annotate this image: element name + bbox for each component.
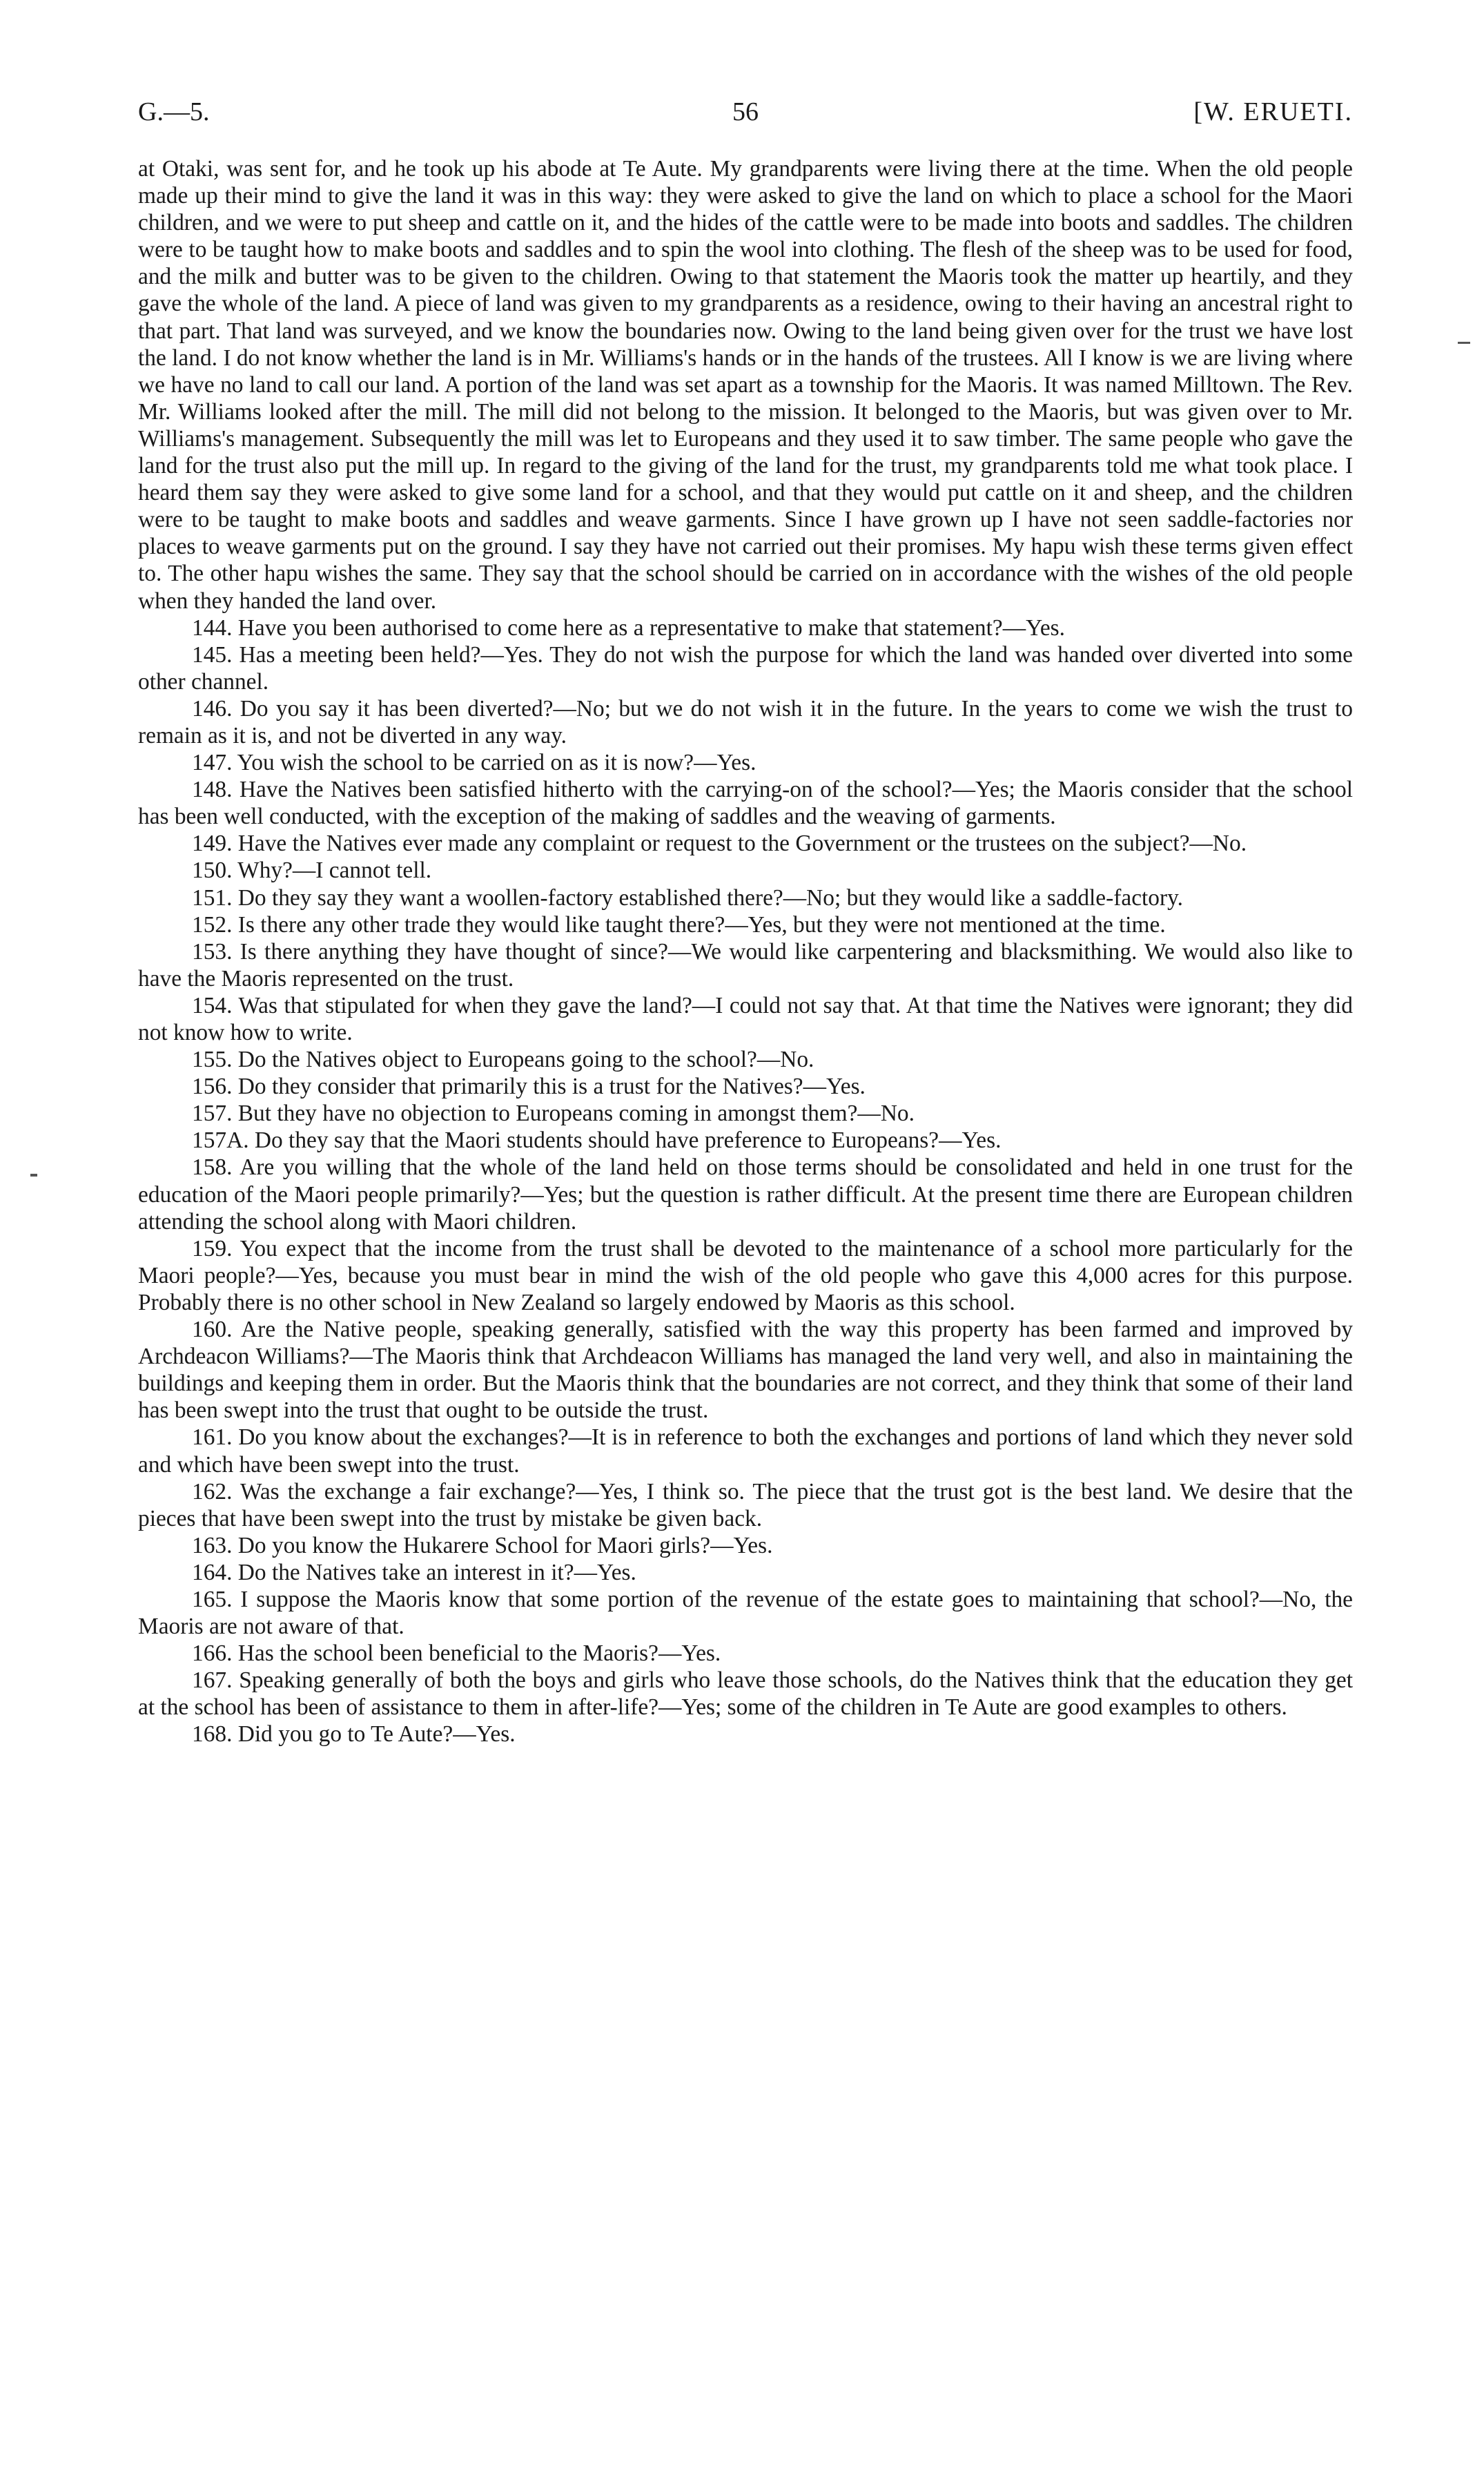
question-161: 161. Do you know about the exchanges?—It is in reference to both the exchanges and portions of land which they never sold and which have been swept into the trust.	[138, 1424, 1353, 1478]
question-162: 162. Was the exchange a fair exchange?—Yes, I think so. The piece that the trust got is the best land. We desire that the pieces that have been swept into the trust by mistake be given back.	[138, 1478, 1353, 1531]
question-164: 164. Do the Natives take an interest in it?—Yes.	[192, 1559, 636, 1585]
question-157: 157. But they have no objection to Europeans coming in amongst them?—No.	[192, 1101, 915, 1127]
page-number: 56	[732, 97, 759, 126]
question-165: 165. I suppose the Maoris know that some portion of the revenue of the estate goes to maintaining that school?—No, the Maoris are not aware of that.	[138, 1586, 1353, 1640]
testimony-body	[138, 155, 1353, 1748]
question-160: 160. Are the Native people, speaking generally, satisfied with the way this property has been farmed and improved by Archdeacon Williams?—The Maoris think that Archdeacon Williams has managed the land very well, and also in maintaining the buildings and keeping them in order. But the Maoris think that the boundaries are not correct, and they think that some of their land has been swept into the trust that ought to be outside the trust.	[138, 1317, 1353, 1424]
question-151: 151. Do they say they want a woollen-factory established there?—No; but they would like a saddle-factory.	[192, 884, 1183, 911]
question-154: 154. Was that stipulated for when they gave the land?—I could not say that. At that time the Natives were ignorant; they did not know how to write.	[138, 992, 1353, 1045]
question-163: 163. Do you know the Hukarere School for Maori girls?—Yes.	[192, 1532, 773, 1558]
question-158: 158. Are you willing that the whole of the land held on those terms should be consolidated and held in one trust for the education of the Maori people primarily?—Yes; but the question is rather difficult. At the present time there are European children attending the school along with Maori children.	[138, 1154, 1353, 1235]
question-168: 168. Did you go to Te Aute?—Yes.	[192, 1721, 516, 1748]
question-152: 152. Is there any other trade they would like taught there?—Yes, but they were not mentioned at the time.	[192, 911, 1166, 938]
question-149: 149. Have the Natives ever made any complaint or request to the Government or the trustees on the subject?—No.	[192, 831, 1247, 857]
question-150: 150. Why?—I cannot tell.	[192, 858, 432, 884]
question-145: 145. Has a meeting been held?—Yes. They do not wish the purpose for which the land was handed over diverted into some other channel.	[138, 641, 1353, 695]
question-157a: 157A. Do they say that the Maori students should have preference to Europeans?—Yes.	[192, 1128, 1002, 1154]
running-header	[138, 97, 1353, 138]
opening-paragraph: at Otaki, was sent for, and he took up his abode at Te Aute. My grandparents were living there at the time. When the old people made up their mind to give the land it was in this way: they were asked to give the land on which to place a school for the Maori children, and we were to put sheep and cattle on it, and the hides of the cattle were to be made into boots and saddles. The children were to be taught how to make boots and saddles and to spin the wool into clothing. The flesh of the sheep was to be used for food, and the milk and butter was to be given to the children. Owing to that statement the Maoris took the matter up heartily, and they gave the whole of the land. A piece of land was given to my grandparents as a residence, owing to their having an ancestral right to that part. That land was surveyed, and we know the boundaries now. Owing to the land being given over for the trust we have lost the land. I do not know whether the land is in Mr. Williams's hands or in the hands of the trustees. All I know is we are living where we have no land to call our land. A portion of the land was set apart as a township for the Maoris. It was named Milltown. The Rev. Mr. Williams looked after the mill. The mill did not belong to the mission. It belonged to the Maoris, but was given over to Mr. Williams's management. Subsequently the mill was let to Europeans and they used it to saw timber. The same people who gave the land for the trust also put the mill up. In regard to the giving of the land for the trust, my grandparents told me what took place. I heard them say they were asked to give some land for a school, and that they would put cattle on it and sheep, and the children were to be taught to make boots and saddles and weave garments. Since I have grown up I have not seen saddle-factories nor places to weave garments put on the ground. I say they have not carried out their promises. My hapu wish these terms given effect to. The other hapu wishes the same. They say that the school should be carried on in accordance with the wishes of the old people when they handed the land over.	[138, 156, 1353, 614]
question-159: 159. You expect that the income from the trust shall be devoted to the maintenance of a school more particularly for the Maori people?—Yes, because you must bear in mind the wish of the old people who gave this 4,000 acres for this purpose. Probably there is no other school in New Zealand so largely endowed by Maoris as this school.	[138, 1235, 1353, 1315]
question-146: 146. Do you say it has been diverted?—No; but we do not wish it in the future. In the years to come we wish the trust to remain as it is, and not be diverted in any way.	[138, 695, 1353, 748]
question-148: 148. Have the Natives been satisfied hitherto with the carrying-on of the school?—Yes; the Maoris consider that the school has been well conducted, with the exception of the making of saddles and the weaving of garments.	[138, 777, 1353, 830]
question-153: 153. Is there anything they have thought of since?—We would like carpentering and blacksmithing. We would also like to have the Maoris represented on the trust.	[138, 938, 1353, 991]
scan-mark	[30, 1174, 37, 1177]
question-166: 166. Has the school been beneficial to the Maoris?—Yes.	[192, 1641, 721, 1667]
question-144: 144. Have you been authorised to come here as a representative to make that statement?—Yes.	[192, 615, 1066, 641]
scan-mark	[1458, 342, 1470, 344]
document-reference: G.—5.	[138, 97, 210, 126]
question-167: 167. Speaking generally of both the boys and girls who leave those schools, do the Natives think that the education they get at the school has been of assistance to them in after-life?—Yes; some of the children in Te Aute are good examples to others.	[138, 1667, 1353, 1721]
witness-name: [W. ERUETI.	[1193, 97, 1353, 126]
question-156: 156. Do they consider that primarily this is a trust for the Natives?—Yes.	[192, 1074, 866, 1100]
question-147: 147. You wish the school to be carried on as it is now?—Yes.	[192, 750, 756, 776]
question-155: 155. Do the Natives object to Europeans going to the school?—No.	[192, 1047, 814, 1073]
